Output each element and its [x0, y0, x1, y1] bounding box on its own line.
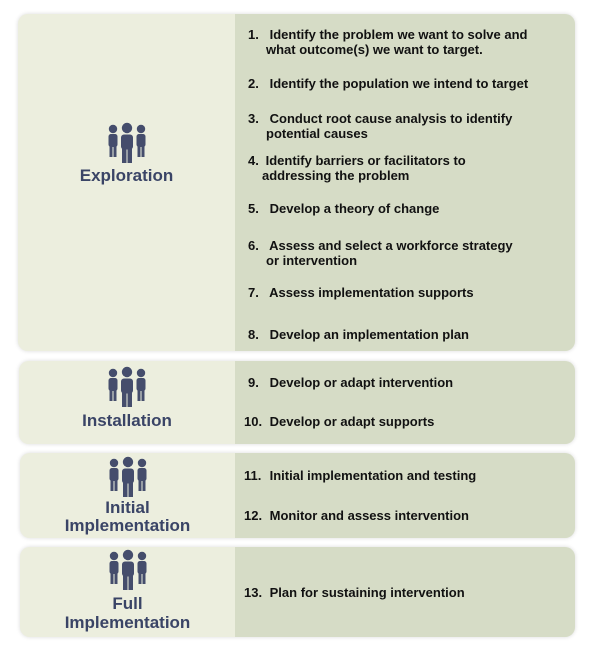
people-group-icon	[104, 122, 150, 164]
step-5: 5. Develop a theory of change	[248, 201, 440, 216]
people-group-icon	[105, 549, 151, 591]
step-8: 8. Develop an implementation plan	[248, 327, 469, 342]
phase-title: Full Implementation	[64, 594, 191, 632]
step-6: 6. Assess and select a workforce strategy or intervention	[248, 238, 513, 268]
step-7: 7. Assess implementation supports	[248, 285, 474, 300]
step-3: 3. Conduct root cause analysis to identify potential causes	[248, 111, 513, 141]
people-group-icon	[105, 456, 151, 498]
phase-panel	[19, 361, 235, 444]
phase-title: Initial Implementation	[64, 498, 191, 535]
step-4: 4. Identify barriers or facilitators to addressing the problem	[248, 153, 466, 183]
steps-panel	[235, 14, 575, 351]
phase-card-full-implementation	[20, 547, 575, 637]
step-1: 1. Identify the problem we want to solve and what outcome(s) we want to target.	[248, 27, 528, 57]
step-2: 2. Identify the population we intend to target	[248, 76, 529, 91]
steps-panel	[235, 453, 575, 538]
phase-title: Installation	[82, 411, 172, 430]
step-10: 10. Develop or adapt supports	[244, 414, 435, 429]
phase-card-exploration	[18, 14, 575, 351]
step-13: 13. Plan for sustaining intervention	[244, 585, 465, 600]
step-9: 9. Develop or adapt intervention	[248, 375, 454, 390]
phase-panel	[20, 547, 235, 637]
phase-title: Exploration	[79, 166, 174, 185]
steps-panel	[235, 547, 575, 637]
step-11: 11. Initial implementation and testing	[244, 468, 477, 483]
steps-panel	[235, 361, 575, 444]
people-group-icon	[104, 366, 150, 408]
phase-panel	[18, 14, 235, 351]
step-12: 12. Monitor and assess intervention	[244, 508, 469, 523]
phase-panel	[20, 453, 235, 538]
phase-card-initial-implementation	[20, 453, 575, 538]
phase-card-installation	[19, 361, 575, 444]
